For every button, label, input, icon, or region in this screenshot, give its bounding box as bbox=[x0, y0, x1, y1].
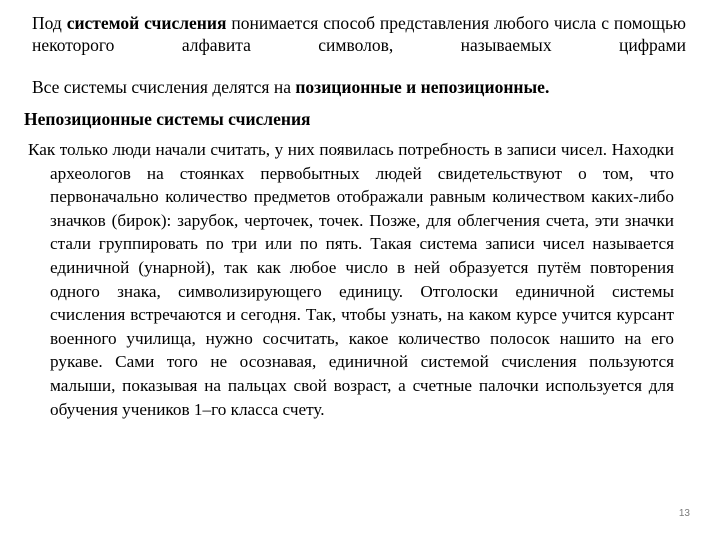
types-prefix: Все системы счисления делятся на bbox=[32, 77, 296, 97]
section-heading: Непозиционные системы счисления bbox=[24, 109, 311, 129]
term-number-system: системой счисления bbox=[66, 13, 227, 33]
types-emphasis: позиционные и непозиционные. bbox=[295, 77, 550, 97]
page-number: 13 bbox=[678, 508, 690, 519]
body-paragraph: Как только люди начали считать, у них появилась потребность в записи чисел. Находки археологов на стоянках первобытных людей свидетельствуют о том, что первоначально количество предметов отображали равным количеством каких-либо значков (бирок): зарубок, черточек, точек. Позже, для облегчения счета, эти значки стали группировать по три или по пять. Такая система записи чисел называется единичной (унарной), так как любое число в ней образуется путём повторения одного знака, символизирующего единицу. Отголоски единичной системы счисления встречаются и сегодня. Так, чтобы узнать, на каком курсе учится курсант военного училища, нужно сосчитать, какое количество полосок нашито на его рукаве. Сами того не осознавая, единичной системой счисления пользуются малыши, показывая на пальцах свой возраст, а счетные палочки используется для обучения учеников 1–го класса счету. bbox=[28, 140, 674, 419]
types-statement bbox=[32, 76, 692, 98]
intro-text-start: Под bbox=[32, 13, 67, 33]
intro-definition bbox=[32, 12, 686, 56]
intro-text-end: понимается способ представления любого числа с помощью некоторого алфавита символов, называемых цифрами bbox=[32, 13, 686, 55]
